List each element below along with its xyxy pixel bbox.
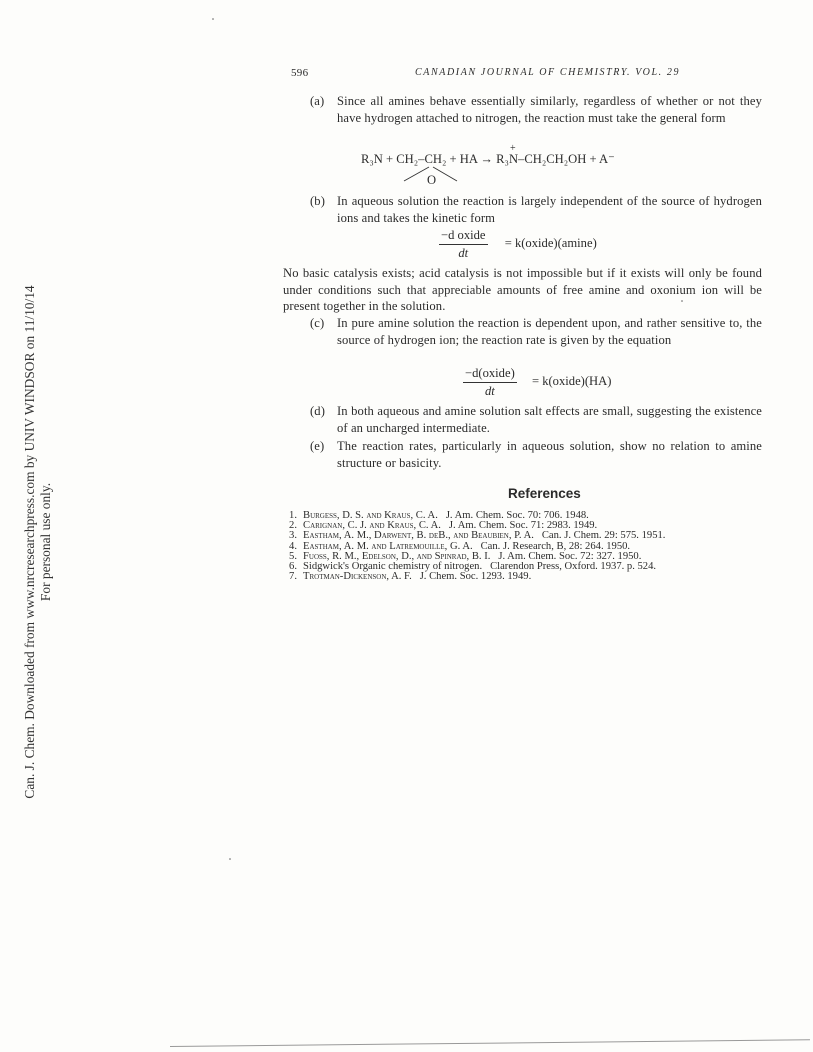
kinetic-b-rhs: = k(oxide)(amine) [504, 236, 597, 251]
scan-speck [229, 858, 231, 860]
item-c-text: In pure amine solution the reaction is dependent upon, and rather sensitive to, the source of hydrogen ion; the reaction rate is given by the equation [337, 316, 762, 347]
watermark-line-2: For personal use only. [38, 482, 53, 602]
item-a-text: Since all amines behave essentially similarly, regardless of whether or not they have hydrogen attached to nitrogen, the reaction must take the general form [337, 94, 762, 125]
reaction-lhs: R₃N + CH₂–CH₂ + HA → R₃ [361, 152, 509, 166]
kinetic-b-numerator: −d oxide [439, 228, 488, 245]
item-e-label: (e) [310, 439, 325, 453]
reference-citation: J. Chem. Soc. 1293. 1949. [419, 571, 532, 583]
reference-number: 5. [289, 550, 297, 562]
reaction-rhs: –CH₂CH₂OH + A⁻ [518, 152, 615, 166]
reference-authors: Carignan, C. J. and Kraus, C. A. [303, 520, 441, 532]
kinetic-b-fraction [439, 228, 488, 261]
scan-speck [681, 300, 683, 302]
reference-number: 6. [289, 561, 297, 573]
item-b-label: (b) [310, 194, 325, 208]
reaction-nitrogen: N [508, 152, 519, 166]
item-c [310, 315, 762, 348]
reference-authors: Trotman-Dickenson, A. F. [303, 571, 412, 583]
reference-citation: Can. J. Chem. 29: 575. 1951. [541, 530, 666, 542]
reference-authors: Eastham, A. M., Darwent, B. deB., and Beaubien, P. A. [303, 530, 534, 542]
references-heading: References [508, 486, 581, 501]
kinetic-c-numerator: −d(oxide) [463, 366, 517, 383]
download-watermark [22, 242, 54, 842]
reference-citation: Can. J. Research, B, 28: 264. 1950. [480, 540, 631, 552]
reference-citation: Clarendon Press, Oxford. 1937. p. 524. [490, 561, 657, 573]
kinetic-b-denominator: dt [458, 246, 469, 260]
reference-authors: Fuoss, R. M., Edelson, D., and Spinrad, B. I. [303, 550, 491, 562]
item-d-label: (d) [310, 404, 325, 418]
epoxide-bond-left [404, 167, 429, 181]
item-e-text: The reaction rates, particularly in aqueous solution, show no relation to amine structure or basicity. [337, 439, 762, 470]
kinetic-c-rhs: = k(oxide)(HA) [531, 374, 612, 389]
item-c-label: (c) [310, 316, 325, 330]
epoxide-bond-right [433, 167, 457, 181]
reference-authors: Burgess, D. S. and Kraus, C. A. [303, 510, 438, 521]
references-list [283, 511, 665, 582]
item-e [310, 438, 762, 471]
reference-number: 1. [289, 510, 297, 521]
reference-number: 7. [289, 571, 297, 583]
reference-number: 3. [289, 530, 297, 542]
reference-citation: J. Am. Chem. Soc. 70: 706. 1948. [445, 510, 589, 521]
reference-number: 4. [289, 540, 297, 552]
paragraph-basic-catalysis: No basic catalysis exists; acid catalysis is not impossible but if it exists will only be found under conditions such that appreciable amounts of free amine and oxonium ion will be present together in the solution. [283, 266, 762, 314]
item-a-label: (a) [310, 94, 325, 108]
scan-speck [212, 18, 214, 20]
kinetic-c-fraction [463, 366, 517, 399]
epoxide-oxygen: O [427, 173, 437, 187]
kinetic-equation-c [463, 366, 611, 399]
item-b-text: In aqueous solution the reaction is largely independent of the source of hydrogen ions and takes the kinetic form [337, 194, 762, 225]
reference-number: 2. [289, 520, 297, 532]
reference-authors: Eastham, A. M. and Latremouille, G. A. [303, 540, 473, 552]
item-d [310, 403, 762, 436]
reference-citation: J. Am. Chem. Soc. 71: 2983. 1949. [448, 520, 598, 532]
reference-authors: Sidgwick's Organic chemistry of nitrogen. [303, 561, 483, 573]
reference-citation: J. Am. Chem. Soc. 72: 327. 1950. [498, 550, 642, 562]
page-number: 596 [291, 67, 309, 79]
kinetic-equation-b [439, 228, 597, 261]
watermark-line-1: Can. J. Chem. Downloaded from www.nrcresearchpress.com by UNIV WINDSOR on 11/10/14 [22, 285, 37, 799]
item-b [310, 193, 762, 226]
reference-item [283, 572, 665, 582]
item-d-text: In both aqueous and amine solution salt effects are small, suggesting the existence of an uncharged intermediate. [337, 404, 762, 435]
journal-title: CANADIAN JOURNAL OF CHEMISTRY. VOL. 29 [415, 67, 681, 78]
kinetic-c-denominator: dt [484, 384, 495, 398]
reaction-charge: + [509, 143, 516, 154]
